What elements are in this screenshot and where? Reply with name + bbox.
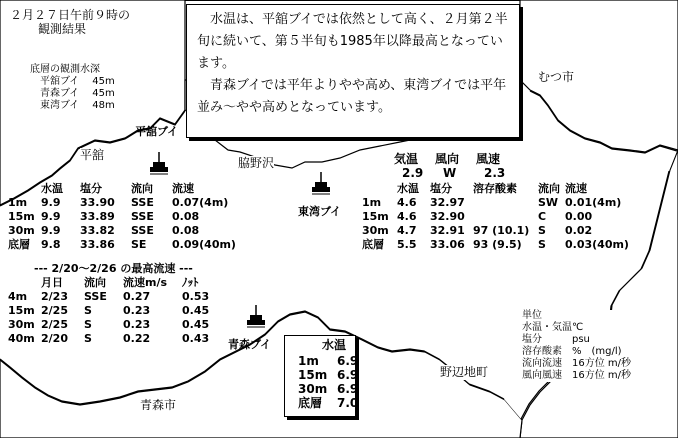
table-header-cell: 塩分: [430, 182, 452, 195]
table-cell: 1m: [8, 196, 28, 209]
table-cell: 1m: [298, 354, 319, 368]
table-cell: 0.45: [182, 318, 210, 331]
table-header-cell: 流向: [84, 276, 106, 289]
table-cell: 30m: [298, 382, 328, 396]
table-cell: 15m: [298, 368, 328, 382]
observation-header-line2: 観測結果: [38, 22, 87, 36]
table-row: [298, 368, 361, 382]
tairadate-buoy-label: 平舘ブイ: [135, 125, 179, 138]
table-cell: 2.3: [484, 166, 506, 180]
table-row: [362, 238, 632, 252]
table-cell: 33.82: [80, 224, 115, 237]
table-header-cell: 塩分: [80, 182, 102, 195]
table-cell: 4.7: [397, 224, 417, 237]
aomori-header: 水温: [322, 338, 347, 352]
table-header-cell: 流速: [172, 182, 194, 195]
table-cell: 4m: [8, 290, 28, 303]
table-row: [394, 166, 508, 180]
table-cell: 0.09(40m): [172, 238, 236, 251]
table-cell: C: [538, 210, 547, 223]
table-cell: 33.89: [80, 210, 115, 223]
table-row: [8, 224, 239, 238]
table-cell: 0.08: [172, 210, 200, 223]
tairadate-label: 平舘: [80, 148, 105, 162]
depth-note: [30, 64, 115, 112]
units-label: 流向流速: [522, 358, 562, 369]
table-row: [8, 304, 212, 318]
table-cell: 40m: [8, 332, 35, 345]
table-cell: 底層: [362, 238, 384, 251]
depth-note-name: 青森ブイ: [40, 88, 80, 99]
table-cell: 0.43: [182, 332, 210, 345]
table-cell: 2/25: [41, 318, 68, 331]
table-header-row: [362, 182, 632, 196]
table-cell: SSE: [131, 210, 154, 223]
table-cell: 底層: [8, 238, 30, 251]
table-cell: 33.06: [430, 238, 465, 251]
units-label: 溶存酸素: [522, 346, 562, 357]
table-cell: 93 (9.5): [473, 238, 522, 251]
table-cell: 4.6: [397, 210, 417, 223]
units-value: psu: [572, 334, 590, 345]
aomori-buoy-label: 青森ブイ: [228, 338, 272, 351]
table-cell: 2/20: [41, 332, 68, 345]
table-row: [8, 318, 212, 332]
table-cell: 9.9: [41, 196, 61, 209]
table-row: [8, 290, 212, 304]
higashi-buoy-label: 東湾ブイ: [298, 205, 342, 218]
depth-note-depth: 45m: [92, 88, 115, 99]
table-cell: [473, 196, 538, 210]
table-row: [298, 396, 361, 410]
table-cell: 0.23: [123, 318, 151, 331]
aomori-city-label: 青森市: [140, 398, 177, 412]
table-cell: 30m: [8, 318, 35, 331]
table-cell: S: [538, 224, 546, 237]
table-cell: [473, 210, 538, 224]
table-header-cell: 流速m/s: [123, 276, 168, 289]
table-row: [8, 332, 212, 346]
table-cell: 1m: [362, 196, 382, 209]
units-legend: [522, 310, 631, 382]
max-current-title: --- 2/20～2/26 の最高流速 ---: [34, 262, 193, 275]
table-row: [362, 196, 632, 210]
table-cell: 2.9: [402, 166, 424, 180]
table-header-cell: [8, 276, 41, 290]
table-header-cell: [8, 182, 41, 196]
table-cell: 6.9: [337, 368, 359, 382]
table-cell: 2/25: [41, 304, 68, 317]
table-row: [8, 210, 239, 224]
summary-paragraph: 青森ブイでは平年よりやや高め、東湾ブイでは平年並み〜やや高めとなっています。: [197, 78, 507, 115]
table-cell: 0.53: [182, 290, 210, 303]
table-header-cell: 水温: [397, 182, 419, 195]
table-header-cell: 流向: [131, 182, 153, 195]
summary-paragraph: 水温は、平舘ブイでは依然として高く、２月第２半旬に続いて、第５半旬も1985年以降最高となっています。: [197, 12, 508, 71]
table-cell: SSE: [131, 196, 154, 209]
wakinosawa-label: 脇野沢: [238, 156, 275, 170]
table-cell: 0.22: [123, 332, 151, 345]
table-cell: 9.8: [41, 238, 61, 251]
observation-header-line1: ２月２７日午前９時の: [10, 8, 131, 22]
table-row: [362, 224, 632, 238]
table-cell: 0.23: [123, 304, 151, 317]
max-current-table: [8, 276, 212, 346]
table-header-cell: 流向: [538, 182, 560, 195]
table-cell: 6.9: [337, 354, 359, 368]
mutsu-label: むつ市: [538, 70, 575, 84]
table-cell: 底層: [298, 396, 323, 410]
table-cell: W: [443, 166, 457, 180]
table-cell: S: [84, 318, 92, 331]
table-cell: 5.5: [397, 238, 417, 251]
table-cell: 0.01(4m): [565, 196, 622, 209]
table-row: [298, 354, 361, 368]
table-row: [298, 382, 361, 396]
units-value: 16方位 m/秒: [572, 370, 632, 381]
units-label: 水温・気温: [522, 322, 572, 333]
table-cell: 15m: [8, 210, 35, 223]
table-cell: 32.91: [430, 224, 465, 237]
depth-note-depth: 48m: [92, 100, 115, 111]
table-cell: 33.90: [80, 196, 115, 209]
depth-note-name: 平舘ブイ: [40, 76, 80, 87]
table-header-row: [8, 182, 239, 196]
table-header-cell: 風向: [435, 152, 460, 166]
units-title: 単位: [522, 310, 542, 321]
depth-note-title: 底層の観測水深: [30, 64, 100, 75]
table-cell: SSE: [131, 224, 154, 237]
table-cell: 15m: [362, 210, 389, 223]
depth-note-name: 東湾ブイ: [40, 100, 80, 111]
aomori-table: [298, 354, 361, 410]
units-label: 風向風速: [522, 370, 562, 381]
table-cell: S: [84, 304, 92, 317]
units-label: 塩分: [522, 334, 542, 345]
units-value: 16方位 m/秒: [572, 358, 632, 369]
table-cell: 32.97: [430, 196, 465, 209]
table-header-cell: 月日: [41, 276, 63, 289]
table-header-cell: 流速: [565, 182, 587, 195]
table-header-cell: 風速: [476, 152, 501, 166]
weather-table: [394, 152, 508, 180]
table-cell: 9.9: [41, 210, 61, 223]
table-header-row: [394, 152, 508, 166]
table-header-cell: ﾉｯﾄ: [182, 276, 199, 289]
table-cell: 2/23: [41, 290, 68, 303]
table-header-cell: [362, 182, 397, 196]
units-value: ℃: [572, 322, 584, 333]
table-cell: SE: [131, 238, 147, 251]
table-header-cell: 溶存酸素: [473, 182, 517, 195]
table-cell: 0.00: [565, 210, 593, 223]
table-header-cell: 気温: [394, 152, 419, 166]
table-cell: 15m: [8, 304, 35, 317]
table-header-row: [8, 276, 212, 290]
table-cell: 6.9: [337, 382, 359, 396]
table-cell: 30m: [8, 224, 35, 237]
table-row: [8, 196, 239, 210]
summary-note: [186, 4, 520, 138]
table-cell: 0.08: [172, 224, 200, 237]
table-header-cell: 水温: [41, 182, 63, 195]
units-value: % (mg/l): [572, 346, 622, 357]
depth-note-depth: 45m: [92, 76, 115, 87]
table-cell: 32.90: [430, 210, 465, 223]
table-cell: 0.03(40m): [565, 238, 629, 251]
noheji-label: 野辺地町: [440, 365, 489, 379]
table-cell: 0.02: [565, 224, 593, 237]
tairadate-table: [8, 182, 239, 252]
table-cell: S: [84, 332, 92, 345]
table-cell: 0.45: [182, 304, 210, 317]
table-cell: SSE: [84, 290, 107, 303]
table-cell: 9.9: [41, 224, 61, 237]
table-cell: 30m: [362, 224, 389, 237]
higashi-table: [362, 182, 632, 252]
table-cell: 0.27: [123, 290, 151, 303]
table-row: [362, 210, 632, 224]
table-cell: S: [538, 238, 546, 251]
table-cell: 4.6: [397, 196, 417, 209]
table-row: [8, 238, 239, 252]
table-cell: 7.0: [337, 396, 359, 410]
table-cell: 33.86: [80, 238, 115, 251]
table-cell: SW: [538, 196, 559, 209]
table-cell: 97 (10.1): [473, 224, 530, 237]
table-cell: 0.07(4m): [172, 196, 229, 209]
